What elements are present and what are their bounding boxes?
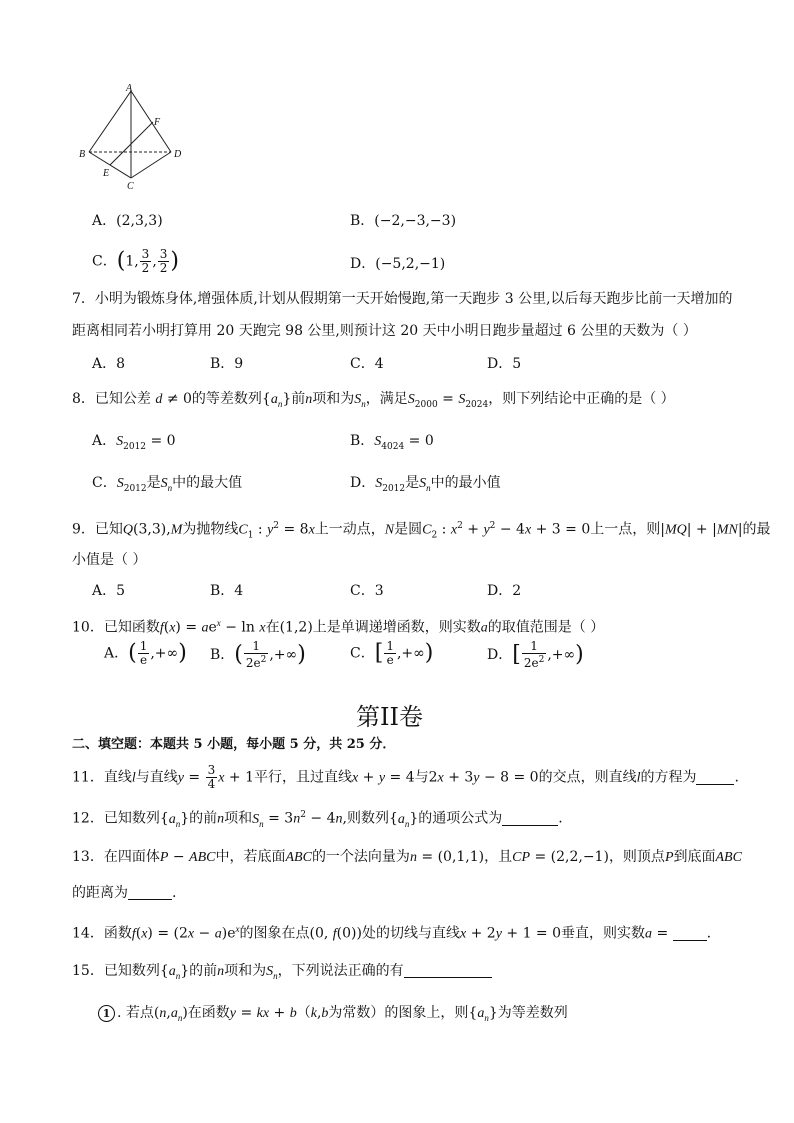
q11-stem: 11．直线l与直线y = $\frac{3}{4}$ x + 1平行，且过直线x + y = 4与2x + 3y − 8 = 0的交点，则直线l的方程为 . [72, 763, 739, 791]
answer-blank[interactable] [502, 811, 558, 826]
q9-option-c: C．3 [350, 583, 384, 599]
q14-stem: 14．函数$f(x) = (2x - a)e^x$的图象在点(0, f(0))处的切线与直线x + 2y + 1 = 0垂直，则实数a = . [72, 924, 712, 942]
fraction: $\frac{1}{e}$ [386, 639, 394, 667]
answer-blank[interactable] [128, 885, 172, 900]
q13-stem-line2: 的距离为 . [72, 885, 177, 901]
edge-cd [131, 152, 171, 178]
q9-stem-line2: 小值是（ ） [72, 552, 147, 568]
fraction: $\frac{3}{4}$ [207, 763, 216, 791]
answer-blank[interactable] [673, 926, 707, 941]
q9-option-a: A．5 [92, 583, 126, 599]
q7-option-b: B．9 [210, 356, 244, 372]
q8-option-d: D．$S_{2012}$是$S_n$中的最小值 [350, 475, 501, 494]
q6-option-b: B．(−2,−3,−3) [350, 213, 457, 229]
figure-label-b: B [79, 149, 86, 160]
q15-stem: 15．已知数列$\{a_n\}$的前n项和为$S_n$，下列说法正确的有 [72, 962, 492, 985]
q8-option-a: A．$S_{2012} = 0$ [92, 433, 176, 452]
figure-label-a: A [126, 83, 133, 94]
q10-option-c: C．[ $\frac{1}{e}$ ,+∞) [350, 639, 434, 667]
q7-option-d: D．5 [487, 356, 522, 372]
q10-option-d: D．[ $\frac{1}{2e^2}$ ,+∞) [487, 639, 584, 670]
fraction: $\frac{1}{2e^2}$ [245, 639, 267, 670]
q7-stem-line1: 7．小明为锻炼身体,增强体质,计划从假期第一天开始慢跑,第一天跑步 3 公里,以后每天跑步比前一天增加的 [72, 291, 733, 307]
figure-label-f: F [154, 117, 161, 128]
figure-label-c: C [127, 181, 134, 192]
q15-item-1: 1 . 若点$(n,a_n)$在函数y = kx + b（k,b为常数）的图象上，则$\{a_n\}$为等差数列 [98, 1004, 568, 1027]
fraction: $\frac{1}{e}$ [139, 639, 148, 667]
fraction: $\frac{3}{2}$ [159, 247, 168, 275]
q7-option-c: C．4 [350, 356, 384, 372]
figure-label-d: D [174, 149, 182, 160]
q6-option-c: C．(1, $\frac{3}{2}$ , $\frac{3}{2}$ ) [92, 247, 179, 275]
q9-option-b: B．4 [210, 583, 244, 599]
q6-option-d: D．(−5,2,−1) [350, 256, 446, 272]
edge-ad [131, 91, 171, 152]
answer-blank[interactable] [404, 963, 492, 978]
figure-label-e: E [103, 168, 110, 179]
fill-in-heading: 二、填空题：本题共 5 小题，每小题 5 分，共 25 分． [72, 737, 396, 752]
edge-ab [89, 91, 131, 152]
q12-stem: 12．已知数列$\{a_n\}$的前n项和$S_n = 3n^2 - 4n$,则数列$\{a_n\}$的通项公式为 . [72, 810, 563, 829]
q9-stem-line1: 9．已知Q(3,3),M为抛物线$C_1$ : $y^2 = 8x$上一动点，N是圆$C_2$ : $x^2 + y^2 - 4x + 3 = 0$上一点，则|MQ| + |MN|的最 [72, 521, 771, 541]
q8-option-b: B．$S_{4024} = 0$ [350, 433, 434, 452]
q13-stem-line1: 13．在四面体P − ABC中，若底面ABC的一个法向量为n = (0,1,1)，且CP = (2,2,−1)，则顶点P到底面ABC [72, 849, 742, 865]
q10-option-b: B．( $\frac{1}{2e^2}$ ,+∞) [210, 639, 306, 670]
q6-option-a: A．(2,3,3) [92, 213, 163, 229]
circled-number: 1 [98, 1005, 115, 1022]
section-title: 第II卷 [356, 703, 423, 731]
q8-stem: 8．已知公差 d ≠ 0的等差数列$\{a_n\}$前n项和为$S_n$，满足$S_{2000} = S_{2024}$，则下列结论中正确的是（ ） [72, 391, 675, 410]
fraction: $\frac{1}{2e^2}$ [523, 639, 545, 670]
q7-option-a: A．8 [92, 356, 126, 372]
answer-blank[interactable] [696, 770, 734, 785]
q8-option-c: C．$S_{2012}$是$S_n$中的最大值 [92, 475, 243, 494]
q10-stem: 10．已知函数$f(x) = ae^x - \ln x$在(1,2)上是单调递增函数，则实数a的取值范围是（ ） [72, 618, 605, 636]
q10-option-a: A．( $\frac{1}{e}$ ,+∞) [104, 639, 187, 667]
q7-stem-line2: 距离相同若小明打算用 20 天跑完 98 公里,则预计这 20 天中小明日跑步量超过 6 公里的天数为（ ） [72, 323, 697, 339]
fraction: $\frac{3}{2}$ [141, 247, 150, 275]
q9-option-d: D．2 [487, 583, 522, 599]
